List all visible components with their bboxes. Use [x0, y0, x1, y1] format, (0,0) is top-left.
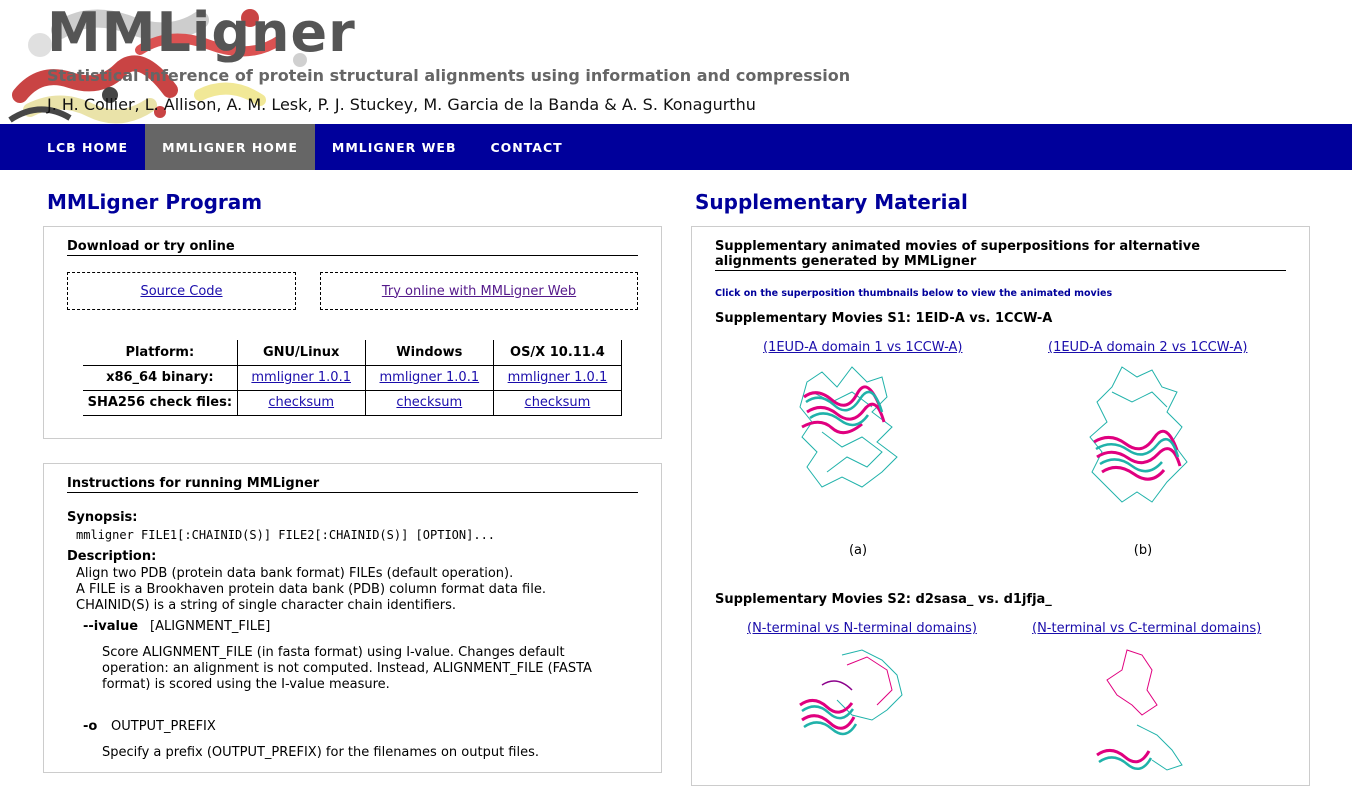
- site-header: [0, 0, 1352, 124]
- output-desc: Specify a prefix (OUTPUT_PREFIX) for the filenames on output files.: [102, 745, 540, 760]
- main-nav: [0, 124, 1352, 170]
- output-arg: OUTPUT_PREFIX: [111, 719, 216, 734]
- movie-s2a-thumbnail[interactable]: [792, 645, 912, 745]
- row-label: SHA256 check files:: [83, 390, 237, 415]
- source-code-link[interactable]: Source Code: [140, 283, 223, 299]
- movie-s1a-link[interactable]: (1EUD-A domain 1 vs 1CCW-A): [763, 340, 963, 355]
- movie-s1a-thumbnail[interactable]: [792, 362, 912, 497]
- table-cell: [493, 365, 621, 390]
- table-header: Platform:: [83, 340, 237, 365]
- instructions-panel: [43, 463, 662, 773]
- download-panel: [43, 226, 662, 439]
- synopsis-label: Synopsis:: [67, 510, 138, 525]
- movies-s1-title: Supplementary Movies S1: 1EID-A vs. 1CCW-A: [715, 311, 1053, 326]
- table-cell: [237, 390, 365, 415]
- table-header-row: [83, 340, 622, 365]
- movies-s2-title: Supplementary Movies S2: d2sasa_ vs. d1jfja_: [715, 592, 1052, 607]
- ivalue-desc-line: format) is scored using the I-value measure.: [102, 677, 390, 692]
- movie-s2b-thumbnail[interactable]: [1087, 645, 1197, 775]
- nav-mmligner-home[interactable]: MMLIGNER HOME: [145, 124, 315, 170]
- ivalue-arg: [ALIGNMENT_FILE]: [150, 619, 271, 634]
- table-cell: [237, 365, 365, 390]
- nav-mmligner-web[interactable]: MMLIGNER WEB: [331, 139, 457, 155]
- movie-s2b-link[interactable]: (N-terminal vs C-terminal domains): [1032, 621, 1262, 636]
- source-code-box: [67, 272, 296, 310]
- movie-s2a-link[interactable]: (N-terminal vs N-terminal domains): [747, 621, 977, 636]
- thumbnail-note: Click on the superposition thumbnails below to view the animated movies: [715, 288, 1113, 299]
- table-header: GNU/Linux: [237, 340, 365, 365]
- output-flag: -o: [83, 719, 98, 734]
- synopsis-text: mmligner FILE1[:CHAINID(S)] FILE2[:CHAINID(S)] [OPTION]...: [76, 528, 496, 542]
- description-line: A FILE is a Brookhaven protein data bank (PDB) column format data file.: [76, 582, 546, 597]
- table-header: Windows: [365, 340, 493, 365]
- supplementary-panel: [691, 226, 1310, 786]
- caption-b: (b): [1133, 543, 1153, 558]
- supplementary-heading: Supplementary animated movies of superpositions for alternative alignments generated by MMLigner: [715, 239, 1286, 271]
- table-cell: [365, 365, 493, 390]
- windows-binary-link[interactable]: mmligner 1.0.1: [379, 370, 480, 385]
- download-table: [83, 340, 622, 416]
- try-online-link[interactable]: Try online with MMLigner Web: [381, 283, 577, 299]
- nav-lcb-home[interactable]: LCB HOME: [47, 139, 129, 155]
- table-row: [83, 390, 622, 415]
- description-line: CHAINID(S) is a string of single character chain identifiers.: [76, 598, 456, 613]
- osx-binary-link[interactable]: mmligner 1.0.1: [507, 370, 608, 385]
- site-title: MMLigner: [47, 1, 356, 64]
- table-header: OS/X 10.11.4: [493, 340, 621, 365]
- nav-contact[interactable]: CONTACT: [490, 139, 563, 155]
- row-label: x86_64 binary:: [83, 365, 237, 390]
- try-online-box: [320, 272, 638, 310]
- linux-checksum-link[interactable]: checksum: [268, 395, 335, 410]
- osx-checksum-link[interactable]: checksum: [524, 395, 591, 410]
- program-title: MMLigner Program: [47, 190, 263, 214]
- ivalue-desc-line: operation: an alignment is not computed. Instead, ALIGNMENT_FILE (FASTA: [102, 661, 592, 676]
- download-heading: Download or try online: [67, 239, 638, 256]
- supplementary-title: Supplementary Material: [695, 190, 968, 214]
- table-cell: [493, 390, 621, 415]
- instructions-heading: Instructions for running MMLigner: [67, 476, 638, 493]
- windows-checksum-link[interactable]: checksum: [396, 395, 463, 410]
- site-authors: J. H. Collier, L. Allison, A. M. Lesk, P. J. Stuckey, M. Garcia de la Banda & A. S. Konagurthu: [47, 95, 756, 114]
- table-row: [83, 365, 622, 390]
- ivalue-desc-line: Score ALIGNMENT_FILE (in fasta format) using I-value. Changes default: [102, 645, 565, 660]
- movie-s1b-link[interactable]: (1EUD-A domain 2 vs 1CCW-A): [1048, 340, 1248, 355]
- description-label: Description:: [67, 549, 157, 564]
- ivalue-flag: --ivalue: [83, 619, 139, 634]
- table-cell: [365, 390, 493, 415]
- caption-a: (a): [848, 543, 868, 558]
- linux-binary-link[interactable]: mmligner 1.0.1: [251, 370, 351, 385]
- description-line: Align two PDB (protein data bank format) FILEs (default operation).: [76, 566, 514, 581]
- movie-s1b-thumbnail[interactable]: [1082, 362, 1192, 507]
- site-subtitle: Statistical inference of protein structural alignments using information and compression: [47, 66, 851, 85]
